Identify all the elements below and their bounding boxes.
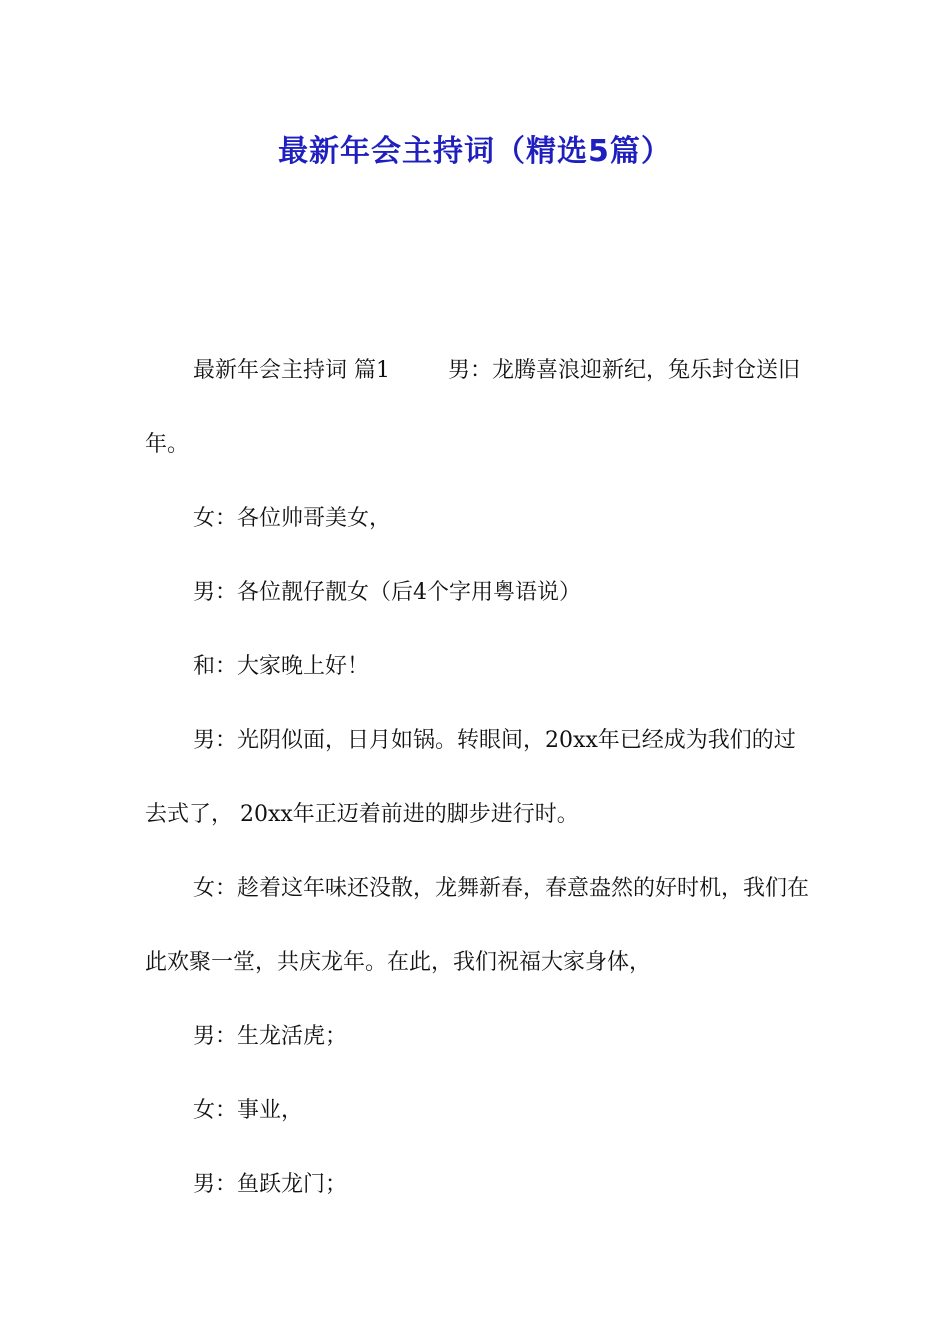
paragraph-7: 男：生龙活虎；: [193, 1024, 348, 1049]
paragraph-3: 男：各位靓仔靓女（后4个字用粤语说）: [193, 580, 581, 605]
paragraph-8: 女：事业，: [193, 1098, 304, 1123]
paragraph-1: [145, 334, 809, 482]
paragraph-6: 女：趁着这年味还没散，龙舞新春，春意盎然的好时机，我们在此欢聚一堂，共庆龙年。在此，我们祝福大家身体，: [145, 876, 810, 975]
section-heading: 最新年会主持词 篇1: [193, 358, 390, 383]
paragraph-9: 男：鱼跃龙门；: [193, 1172, 348, 1197]
document-body: [145, 334, 809, 1222]
paragraph-text: 男：龙腾喜浪迎新纪，兔乐封仓送旧年。: [145, 358, 801, 457]
document-title: 最新年会主持词（精选5篇）: [278, 134, 672, 169]
paragraph-4: 和：大家晚上好！: [193, 654, 370, 679]
paragraph-2: 女：各位帅哥美女，: [193, 506, 392, 531]
paragraph-5: 男：光阴似面，日月如锅。转眼间，20xx年已经成为我们的过去式了， 20xx年正迈着前进的脚步进行时。: [145, 728, 796, 827]
